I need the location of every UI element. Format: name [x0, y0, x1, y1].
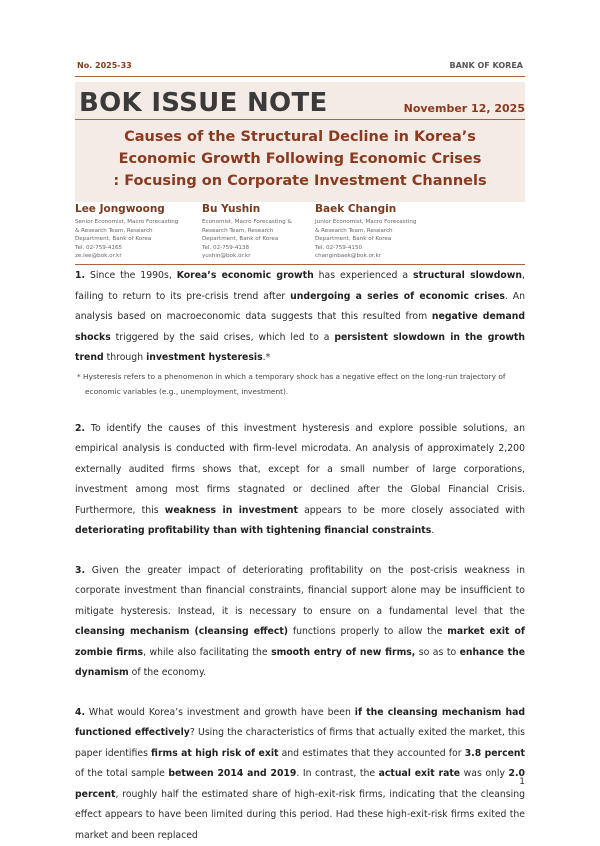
publication-date: November 12, 2025 [404, 102, 525, 115]
top-line [75, 61, 525, 75]
title-line-2: Economic Growth Following Economic Crises [75, 148, 525, 170]
paragraph-number: 4. [75, 707, 85, 718]
author-affiliation: & Research Team, Research [75, 227, 225, 236]
author-name: Baek Changin [315, 203, 465, 215]
footnote: * Hysteresis refers to a phenomenon in which a temporary shock has a negative effect on the long-run trajectory of economic variables (e.g., unemployment, investment). [75, 369, 525, 399]
author-affiliation: Department, Bank of Korea [75, 235, 225, 244]
author-affiliation: Economist, Macro Forecasting & [202, 218, 352, 227]
paragraph-number: 1. [75, 270, 85, 281]
body-text [75, 266, 525, 846]
author-affiliation: Department, Bank of Korea [202, 235, 352, 244]
author-email[interactable]: yushin@bok.or.kr [202, 252, 352, 261]
paragraph-3: 3. Given the greater impact of deteriorating profitability on the post-crisis weakness in corporate investment than financial constraints, financial support alone may be insufficient to mitigate hysteresis. Instead, it is necessary to ensure on a fundamental level that the cleansing mechanism (cleansing effect) functions properly to allow the market exit of zombie firms, while also facilitating the smooth entry of new firms, so as to enhance the dynamism of the economy. [75, 561, 525, 684]
author-name: Bu Yushin [202, 203, 352, 215]
title-line-1: Causes of the Structural Decline in Korea’s [75, 126, 525, 148]
paragraph-number: 3. [75, 565, 85, 576]
top-rule [75, 76, 525, 77]
document-title [75, 126, 525, 192]
paragraph-2: 2. To identify the causes of this investment hysteresis and explore possible solutions, an empirical analysis is conducted with firm-level microdata. An analysis of approximately 2,200 externally audited firms shows that, except for a small number of large corporations, investment among most firms stagnated or declined after the Global Financial Crisis. Furthermore, this weakness in investment appears to be more closely associated with deteriorating profitability than with tightening financial constraints. [75, 419, 525, 542]
author-affiliation: & Research Team, Research [315, 227, 465, 236]
document-number: No. 2025-33 [77, 61, 132, 70]
page-number: 1 [519, 777, 525, 787]
author-phone: Tel. 02-759-4138 [202, 244, 352, 253]
author-email[interactable]: changinbaek@bok.or.kr [315, 252, 465, 261]
author-block [75, 203, 525, 263]
author-affiliation: Senior Economist, Macro Forecasting [75, 218, 225, 227]
author-affiliation: Department, Bank of Korea [315, 235, 465, 244]
author-name: Lee Jongwoong [75, 203, 225, 215]
paragraph-1: 1. Since the 1990s, Korea’s economic growth has experienced a structural slowdown, failing to return to its pre-crisis trend after undergoing a series of economic crises. An analysis based on macroeconomic data suggests that this resulted from negative demand shocks triggered by the said crises, which led to a persistent slowdown in the growth trend through investment hysteresis.* [75, 266, 525, 369]
author-email[interactable]: ze.lee@bok.or.kr [75, 252, 225, 261]
author-affiliation: Research Team, Research [202, 227, 352, 236]
author-phone: Tel. 02-759-4150 [315, 244, 465, 253]
title-rule [75, 119, 525, 120]
author-baek [315, 203, 465, 261]
author-affiliation: Junior Economist, Macro Forecasting [315, 218, 465, 227]
publisher-name: BANK OF KOREA [450, 61, 523, 70]
title-line-3: : Focusing on Corporate Investment Channels [75, 170, 525, 192]
paragraph-number: 2. [75, 423, 85, 434]
paragraph-4: 4. What would Korea’s investment and growth have been if the cleansing mechanism had functioned effectively? Using the characteristics of firms that actually exited the market, this paper identifies firms at high risk of exit and estimates that they accounted for 3.8 percent of the total sample between 2014 and 2019. In contrast, the actual exit rate was only 2.0 percent, roughly half the estimated share of high-exit-risk firms, indicating that the cleansing effect appears to have been limited during this period. Had these high-exit-risk firms exited the market and been replaced [75, 703, 525, 846]
title-band [75, 82, 525, 202]
author-rule [75, 264, 525, 265]
author-phone: Tel. 02-759-4165 [75, 244, 225, 253]
publication-brand: BOK ISSUE NOTE [79, 88, 328, 118]
